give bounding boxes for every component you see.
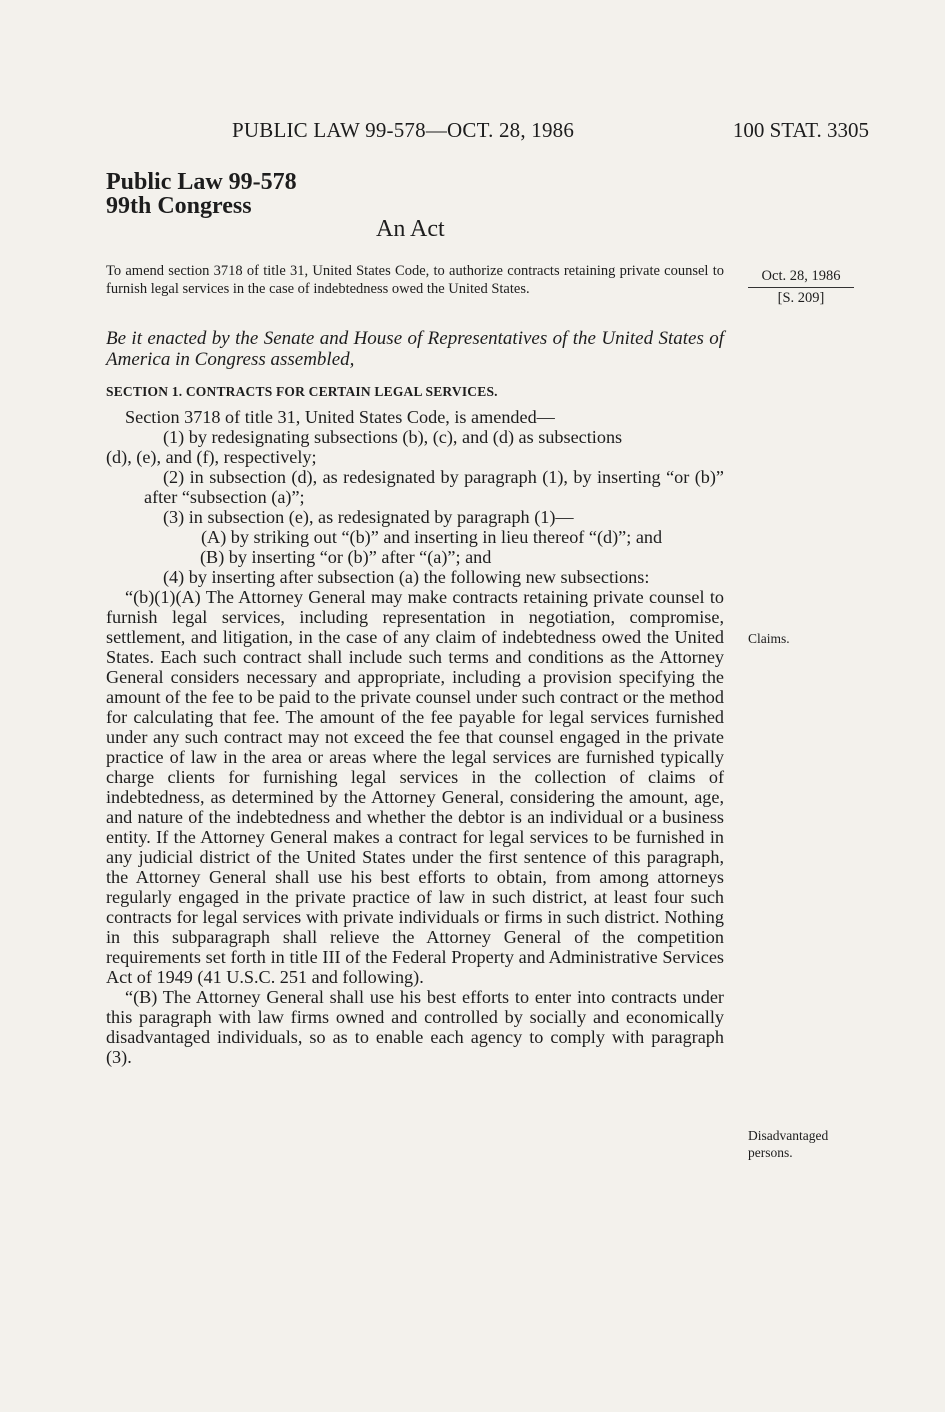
act-purpose: To amend section 3718 of title 31, United States Code, to authorize contracts retaining private counsel to furnish legal services in the case of indebtedness owed the United States. xyxy=(106,263,724,297)
congress-number: 99th Congress xyxy=(106,193,252,219)
public-law-number: Public Law 99-578 xyxy=(106,169,297,195)
margin-note-disadvantaged: Disadvantaged xyxy=(748,1128,829,1143)
enacting-clause: Be it enacted by the Senate and House of Representatives of the United States of America in Congress assembled, xyxy=(106,328,724,370)
new-subsection-b-1-b: “(B) The Attorney General shall use his best efforts to enter into contracts under this paragraph with law firms owned and controlled by socially and economically disadvantaged individuals, so as to enable each agency to comply with paragraph (3). xyxy=(106,987,724,1067)
margin-note-persons: persons. xyxy=(748,1145,793,1160)
subparagraph-a: (A) by striking out “(b)” and inserting in lieu thereof “(d)”; and xyxy=(201,527,663,547)
section-body xyxy=(106,407,724,1067)
act-title: An Act xyxy=(376,216,445,242)
paragraph-2: (2) in subsection (d), as redesignated by paragraph (1), by inserting “or (b)” after “subsection (a)”; xyxy=(144,467,724,507)
section-intro: Section 3718 of title 31, United States Code, is amended— xyxy=(125,407,555,427)
paragraph-1: (1) by redesignating subsections (b), (c), and (d) as subsections xyxy=(163,427,623,447)
subparagraph-b: (B) by inserting “or (b)” after “(a)”; and xyxy=(200,547,492,567)
page-citation: 100 STAT. 3305 xyxy=(732,118,869,142)
paragraph-4: (4) by inserting after subsection (a) the following new subsections: xyxy=(163,567,650,587)
paragraph-1-continued: (d), (e), and (f), respectively; xyxy=(106,447,317,467)
paragraph-3: (3) in subsection (e), as redesignated by paragraph (1)— xyxy=(163,507,574,527)
enactment-date-note xyxy=(748,268,854,307)
new-subsection-b-1-a: “(b)(1)(A) The Attorney General may make contracts retaining private counsel to furnish legal services, including representation in negotiation, compromise, settlement, and litigation, in the case of any claim of indebtedness owed the United States. Each such contract shall include such terms and conditions as the Attorney General considers necessary and appropriate, including a provision specifying the amount of the fee to be paid to the private counsel under such contract or the method for calculating that fee. The amount of the fee payable for legal services furnished under any such contract may not exceed the fee that counsel engaged in the private practice of law in the area or areas where the legal services are furnished typically charge clients for furnishing legal services in the collection of claims of indebtedness, as determined by the Attorney General, considering the amount, age, and nature of the indebtedness and whether the debtor is an individual or a business entity. If the Attorney General makes a contract for legal services to be furnished in any judicial district of the United States under the first sentence of this paragraph, the Attorney General shall use his best efforts to obtain, from among attorneys regularly engaged in the private practice of law in such district, at least four such contracts for legal services with private individuals or firms in such district. Nothing in this subparagraph shall relieve the Attorney General of the competition requirements set forth in title III of the Federal Property and Administrative Services Act of 1949 (41 U.S.C. 251 and following). xyxy=(106,587,724,987)
enactment-date: Oct. 28, 1986 xyxy=(748,268,854,288)
bill-number: [S. 209] xyxy=(777,290,825,306)
margin-note-claims: Claims. xyxy=(748,631,790,646)
running-header-title: PUBLIC LAW 99-578—OCT. 28, 1986 xyxy=(232,118,575,142)
section-heading: SECTION 1. CONTRACTS FOR CERTAIN LEGAL SERVICES. xyxy=(106,384,498,399)
